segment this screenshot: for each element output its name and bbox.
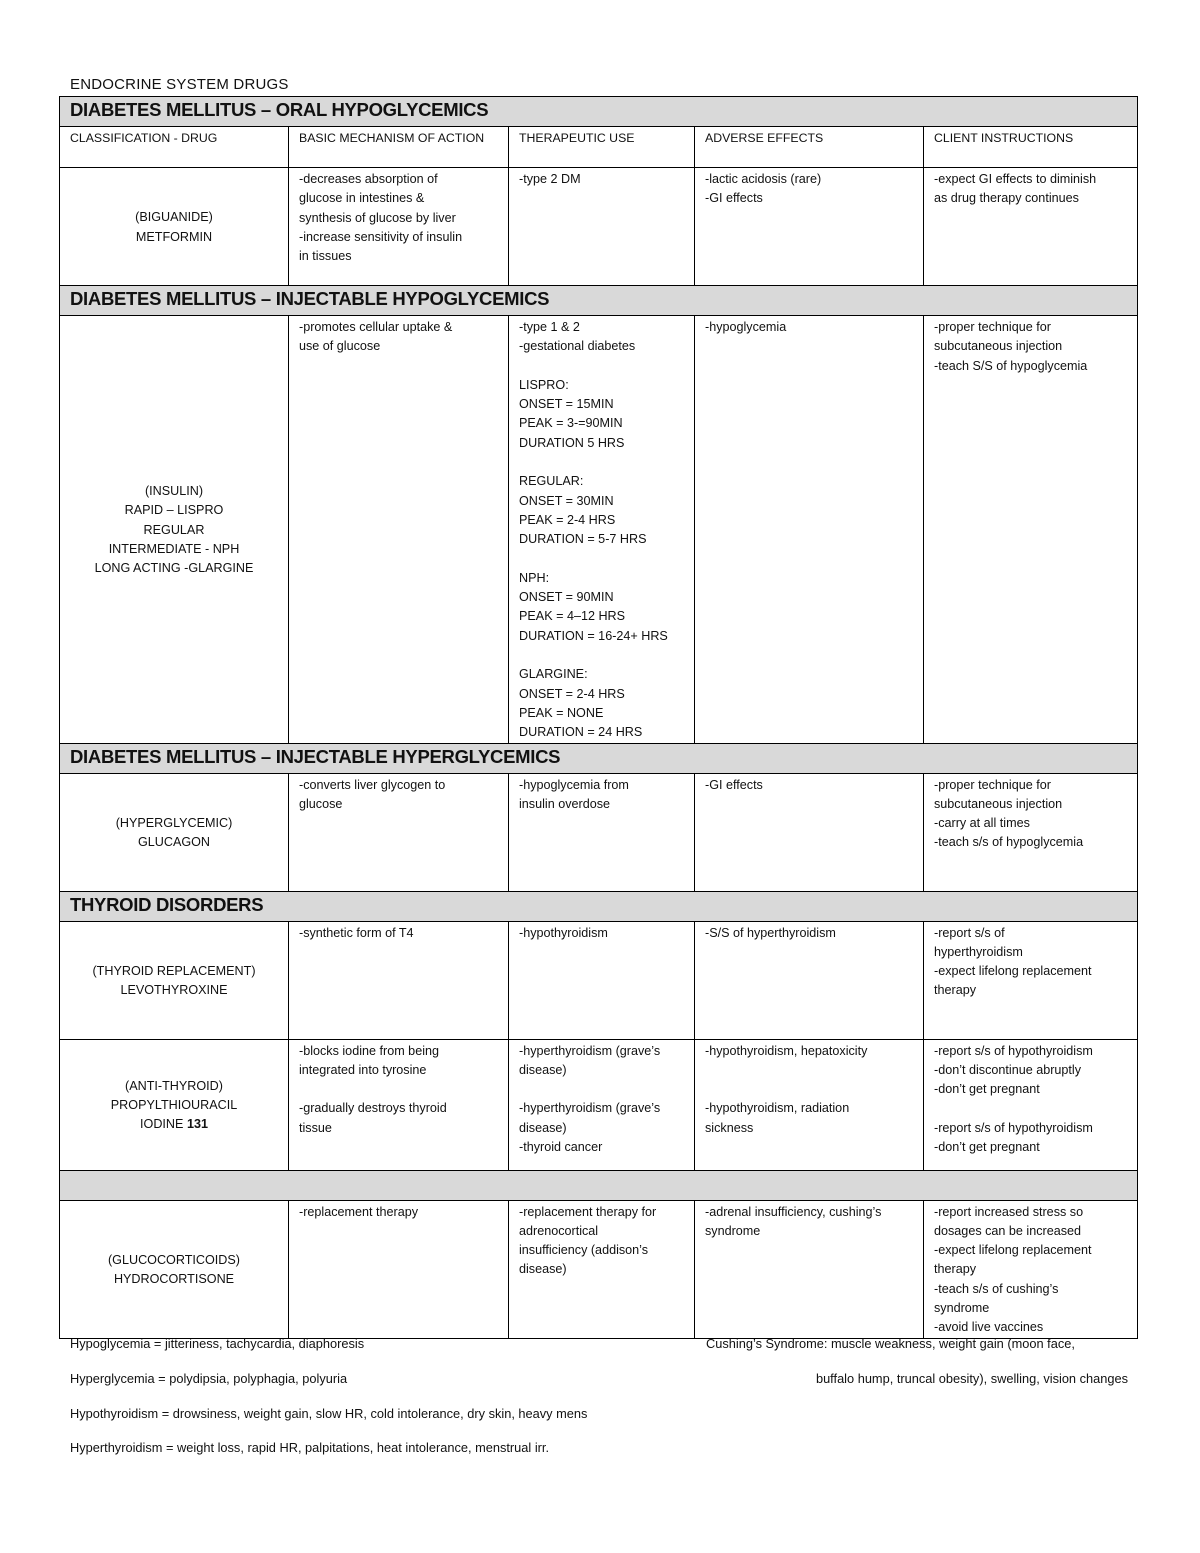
- cell-line: PEAK = NONE: [519, 705, 604, 720]
- drug-row: [60, 168, 1138, 286]
- mechanism-cell: [289, 1039, 509, 1170]
- cell-line: -thyroid cancer: [519, 1140, 603, 1155]
- instructions-cell: [924, 773, 1138, 891]
- cell-line: dosages can be increased: [934, 1223, 1082, 1238]
- use-cell: [509, 921, 695, 1039]
- cell-line: LONG ACTING -GLARGINE: [94, 561, 254, 576]
- cell-line: (INSULIN): [144, 484, 204, 499]
- column-header: CLIENT INSTRUCTIONS: [924, 127, 1138, 168]
- cell-line: IODINE 131: [140, 1117, 208, 1132]
- cell-line: GLUCAGON: [137, 835, 211, 850]
- cell-line: ONSET = 2-4 HRS: [519, 686, 625, 701]
- blank-line: [519, 357, 684, 376]
- cell-line: use of glucose: [299, 339, 381, 354]
- adverse-cell: [695, 1200, 924, 1338]
- cell-line: synthesis of glucose by liver: [299, 210, 456, 225]
- cell-line: -adrenal insufficiency, cushing’s: [705, 1204, 882, 1219]
- column-header-row: [60, 127, 1138, 168]
- cell-line: ONSET = 15MIN: [519, 397, 614, 412]
- cell-line: (BIGUANIDE): [135, 210, 213, 225]
- cell-line: glucose: [299, 796, 343, 811]
- cell-line: -report increased stress so: [934, 1204, 1084, 1219]
- instructions-cell: [924, 168, 1138, 286]
- cell-line: -gestational diabetes: [519, 339, 636, 354]
- cell-line: -teach s/s of cushing’s: [934, 1281, 1059, 1296]
- cell-line: -type 1 & 2: [519, 320, 580, 334]
- blank-line: [934, 1099, 1127, 1118]
- cell-line: HYDROCORTISONE: [113, 1272, 235, 1287]
- cell-line: ONSET = 90MIN: [519, 590, 614, 605]
- cell-line: -expect lifelong replacement: [934, 964, 1092, 979]
- adverse-cell: [695, 921, 924, 1039]
- instructions-cell: [924, 1200, 1138, 1338]
- cell-line: -teach S/S of hypoglycemia: [934, 358, 1088, 373]
- footnote-hypoglycemia: Hypoglycemia = jitteriness, tachycardia, diaphoresis: [70, 1336, 365, 1351]
- blank-line: [519, 453, 684, 472]
- footnote-hyperthyroidism: Hyperthyroidism = weight loss, rapid HR, palpitations, heat intolerance, menstrual irr.: [70, 1440, 550, 1455]
- section-header-row: [60, 97, 1138, 127]
- cell-line: (HYPERGLYCEMIC): [115, 815, 233, 830]
- cell-line: sickness: [705, 1120, 754, 1135]
- cell-line: -promotes cellular uptake &: [299, 320, 453, 334]
- drug-row: [60, 316, 1138, 744]
- cell-line: hyperthyroidism: [934, 944, 1023, 959]
- cell-line: adrenocortical: [519, 1223, 599, 1238]
- cell-line: LISPRO:: [519, 377, 569, 392]
- cell-line: insulin overdose: [519, 796, 611, 811]
- drug-table: [59, 96, 1138, 1339]
- cell-line: REGULAR: [143, 522, 205, 537]
- section-title: DIABETES MELLITUS – ORAL HYPOGLYCEMICS: [60, 97, 1138, 127]
- cell-line: -expect GI effects to diminish: [934, 172, 1097, 186]
- drug-row: [60, 1039, 1138, 1170]
- cell-line: subcutaneous injection: [934, 339, 1063, 354]
- cell-line: (GLUCOCORTICOIDS): [107, 1252, 240, 1267]
- cell-line: -hypothyroidism, radiation: [705, 1101, 850, 1116]
- cell-line: -type 2 DM: [519, 172, 581, 186]
- cell-line: DURATION 5 HRS: [519, 435, 625, 450]
- cell-line: NPH:: [519, 570, 550, 585]
- cell-line: -replacement therapy: [299, 1204, 419, 1219]
- section-title: DIABETES MELLITUS – INJECTABLE HYPERGLYCEMICS: [60, 743, 1138, 773]
- adverse-cell: [695, 316, 924, 744]
- cell-line: REGULAR:: [519, 474, 584, 489]
- cell-line: -don’t get pregnant: [934, 1082, 1040, 1097]
- use-cell: [509, 1200, 695, 1338]
- instructions-cell: [924, 921, 1138, 1039]
- mechanism-cell: [289, 168, 509, 286]
- cell-line: -GI effects: [705, 191, 763, 206]
- cell-line: -hypoglycemia from: [519, 777, 629, 792]
- cell-line: -S/S of hyperthyroidism: [705, 925, 836, 940]
- classification-cell: [60, 921, 289, 1039]
- adverse-cell: [695, 1039, 924, 1170]
- cell-line: integrated into tyrosine: [299, 1062, 427, 1077]
- cell-line: DURATION = 24 HRS: [519, 725, 643, 740]
- classification-cell: [60, 316, 289, 744]
- cell-line: in tissues: [299, 249, 352, 264]
- cell-line: RAPID – LISPRO: [124, 503, 224, 518]
- blank-line: [519, 646, 684, 665]
- footnote-hypothyroidism: Hypothyroidism = drowsiness, weight gain, slow HR, cold intolerance, dry skin, heavy mens: [70, 1406, 588, 1421]
- classification-cell: [60, 168, 289, 286]
- cell-line: -don’t get pregnant: [934, 1140, 1040, 1155]
- cell-line: -report s/s of: [934, 925, 1005, 940]
- cell-line: syndrome: [705, 1223, 761, 1238]
- cell-line: -GI effects: [705, 777, 763, 792]
- cell-line: -report s/s of hypothyroidism: [934, 1120, 1093, 1135]
- cell-line: -hyperthyroidism (grave’s: [519, 1043, 661, 1058]
- document-title: ENDOCRINE SYSTEM DRUGS: [70, 76, 289, 93]
- blank-line: [519, 1080, 684, 1099]
- cell-line: -proper technique for: [934, 777, 1051, 792]
- section-header-row: [60, 743, 1138, 773]
- cell-line: disease): [519, 1062, 567, 1077]
- cell-line: -gradually destroys thyroid: [299, 1101, 447, 1116]
- cell-line: -blocks iodine from being: [299, 1043, 440, 1058]
- blank-line: [519, 550, 684, 569]
- adverse-cell: [695, 773, 924, 891]
- cell-line: LEVOTHYROXINE: [120, 983, 228, 998]
- cell-line: -proper technique for: [934, 320, 1051, 334]
- mechanism-cell: [289, 773, 509, 891]
- cell-line: METFORMIN: [135, 229, 213, 244]
- cell-line: -teach s/s of hypoglycemia: [934, 835, 1084, 850]
- cell-line: therapy: [934, 1262, 977, 1277]
- section-title: THYROID DISORDERS: [60, 891, 1138, 921]
- cell-line: insufficiency (addison’s: [519, 1243, 649, 1258]
- cell-line: PEAK = 2-4 HRS: [519, 512, 616, 527]
- use-cell: [509, 316, 695, 744]
- column-header: BASIC MECHANISM OF ACTION: [289, 127, 509, 168]
- cell-line: therapy: [934, 983, 977, 998]
- cell-line: glucose in intestines &: [299, 191, 425, 206]
- use-cell: [509, 1039, 695, 1170]
- mechanism-cell: [289, 316, 509, 744]
- column-header: THERAPEUTIC USE: [509, 127, 695, 168]
- cell-line: disease): [519, 1262, 567, 1277]
- drug-row: [60, 1200, 1138, 1338]
- cell-line: -report s/s of hypothyroidism: [934, 1043, 1093, 1058]
- cell-line: -synthetic form of T4: [299, 925, 414, 940]
- drug-row: [60, 921, 1138, 1039]
- instructions-cell: [924, 1039, 1138, 1170]
- cell-line: -don’t discontinue abruptly: [934, 1062, 1082, 1077]
- footnote-cushings-line2: buffalo hump, truncal obesity), swelling, vision changes: [815, 1371, 1128, 1386]
- cell-line: disease): [519, 1120, 567, 1135]
- column-header: ADVERSE EFFECTS: [695, 127, 924, 168]
- cell-line: DURATION = 5-7 HRS: [519, 532, 647, 547]
- footnote-cushings-line1: Cushing’s Syndrome: muscle weakness, weight gain (moon face,: [706, 1336, 1075, 1351]
- cell-line: -increase sensitivity of insulin: [299, 229, 463, 244]
- cell-line: subcutaneous injection: [934, 796, 1063, 811]
- cell-line: -lactic acidosis (rare): [705, 172, 822, 186]
- cell-line: GLARGINE:: [519, 667, 588, 682]
- cell-line: -replacement therapy for: [519, 1204, 657, 1219]
- footnote-hyperglycemia: Hyperglycemia = polydipsia, polyphagia, polyuria: [70, 1371, 348, 1386]
- use-cell: [509, 168, 695, 286]
- cell-line: -hypoglycemia: [705, 320, 787, 334]
- section-title: DIABETES MELLITUS – INJECTABLE HYPOGLYCEMICS: [60, 286, 1138, 316]
- cell-line: -hyperthyroidism (grave’s: [519, 1101, 661, 1116]
- cell-line: syndrome: [934, 1301, 990, 1316]
- adverse-cell: [695, 168, 924, 286]
- cell-line: (ANTI-THYROID): [125, 1078, 223, 1093]
- blank-line: [299, 1080, 498, 1099]
- mechanism-cell: [289, 921, 509, 1039]
- cell-line: INTERMEDIATE - NPH: [108, 541, 240, 556]
- classification-cell: [60, 1039, 289, 1170]
- use-cell: [509, 773, 695, 891]
- cell-line: -hypothyroidism, hepatoxicity: [705, 1043, 868, 1058]
- instructions-cell: [924, 316, 1138, 744]
- column-header: CLASSIFICATION - DRUG: [60, 127, 289, 168]
- classification-cell: [60, 773, 289, 891]
- classification-cell: [60, 1200, 289, 1338]
- cell-line: as drug therapy continues: [934, 191, 1079, 206]
- cell-line: PEAK = 3-=90MIN: [519, 416, 623, 431]
- cell-line: -decreases absorption of: [299, 172, 438, 186]
- blank-line: [705, 1080, 913, 1099]
- mechanism-cell: [289, 1200, 509, 1338]
- cell-line: -carry at all times: [934, 816, 1030, 831]
- cell-line: PEAK = 4–12 HRS: [519, 609, 626, 624]
- drug-row: [60, 773, 1138, 891]
- cell-line: (THYROID REPLACEMENT): [92, 963, 256, 978]
- section-title: [60, 1170, 1138, 1200]
- section-header-row: [60, 286, 1138, 316]
- cell-line: -expect lifelong replacement: [934, 1243, 1092, 1258]
- cell-line: DURATION = 16-24+ HRS: [519, 628, 668, 643]
- cell-line: -avoid live vaccines: [934, 1320, 1044, 1335]
- cell-line: tissue: [299, 1120, 332, 1135]
- section-header-row: [60, 1170, 1138, 1200]
- cell-line: ONSET = 30MIN: [519, 493, 614, 508]
- cell-line: -converts liver glycogen to: [299, 777, 446, 792]
- cell-line: -hypothyroidism: [519, 925, 608, 940]
- blank-line: [705, 1061, 913, 1080]
- section-header-row: [60, 891, 1138, 921]
- cell-line: PROPYLTHIOURACIL: [110, 1097, 238, 1112]
